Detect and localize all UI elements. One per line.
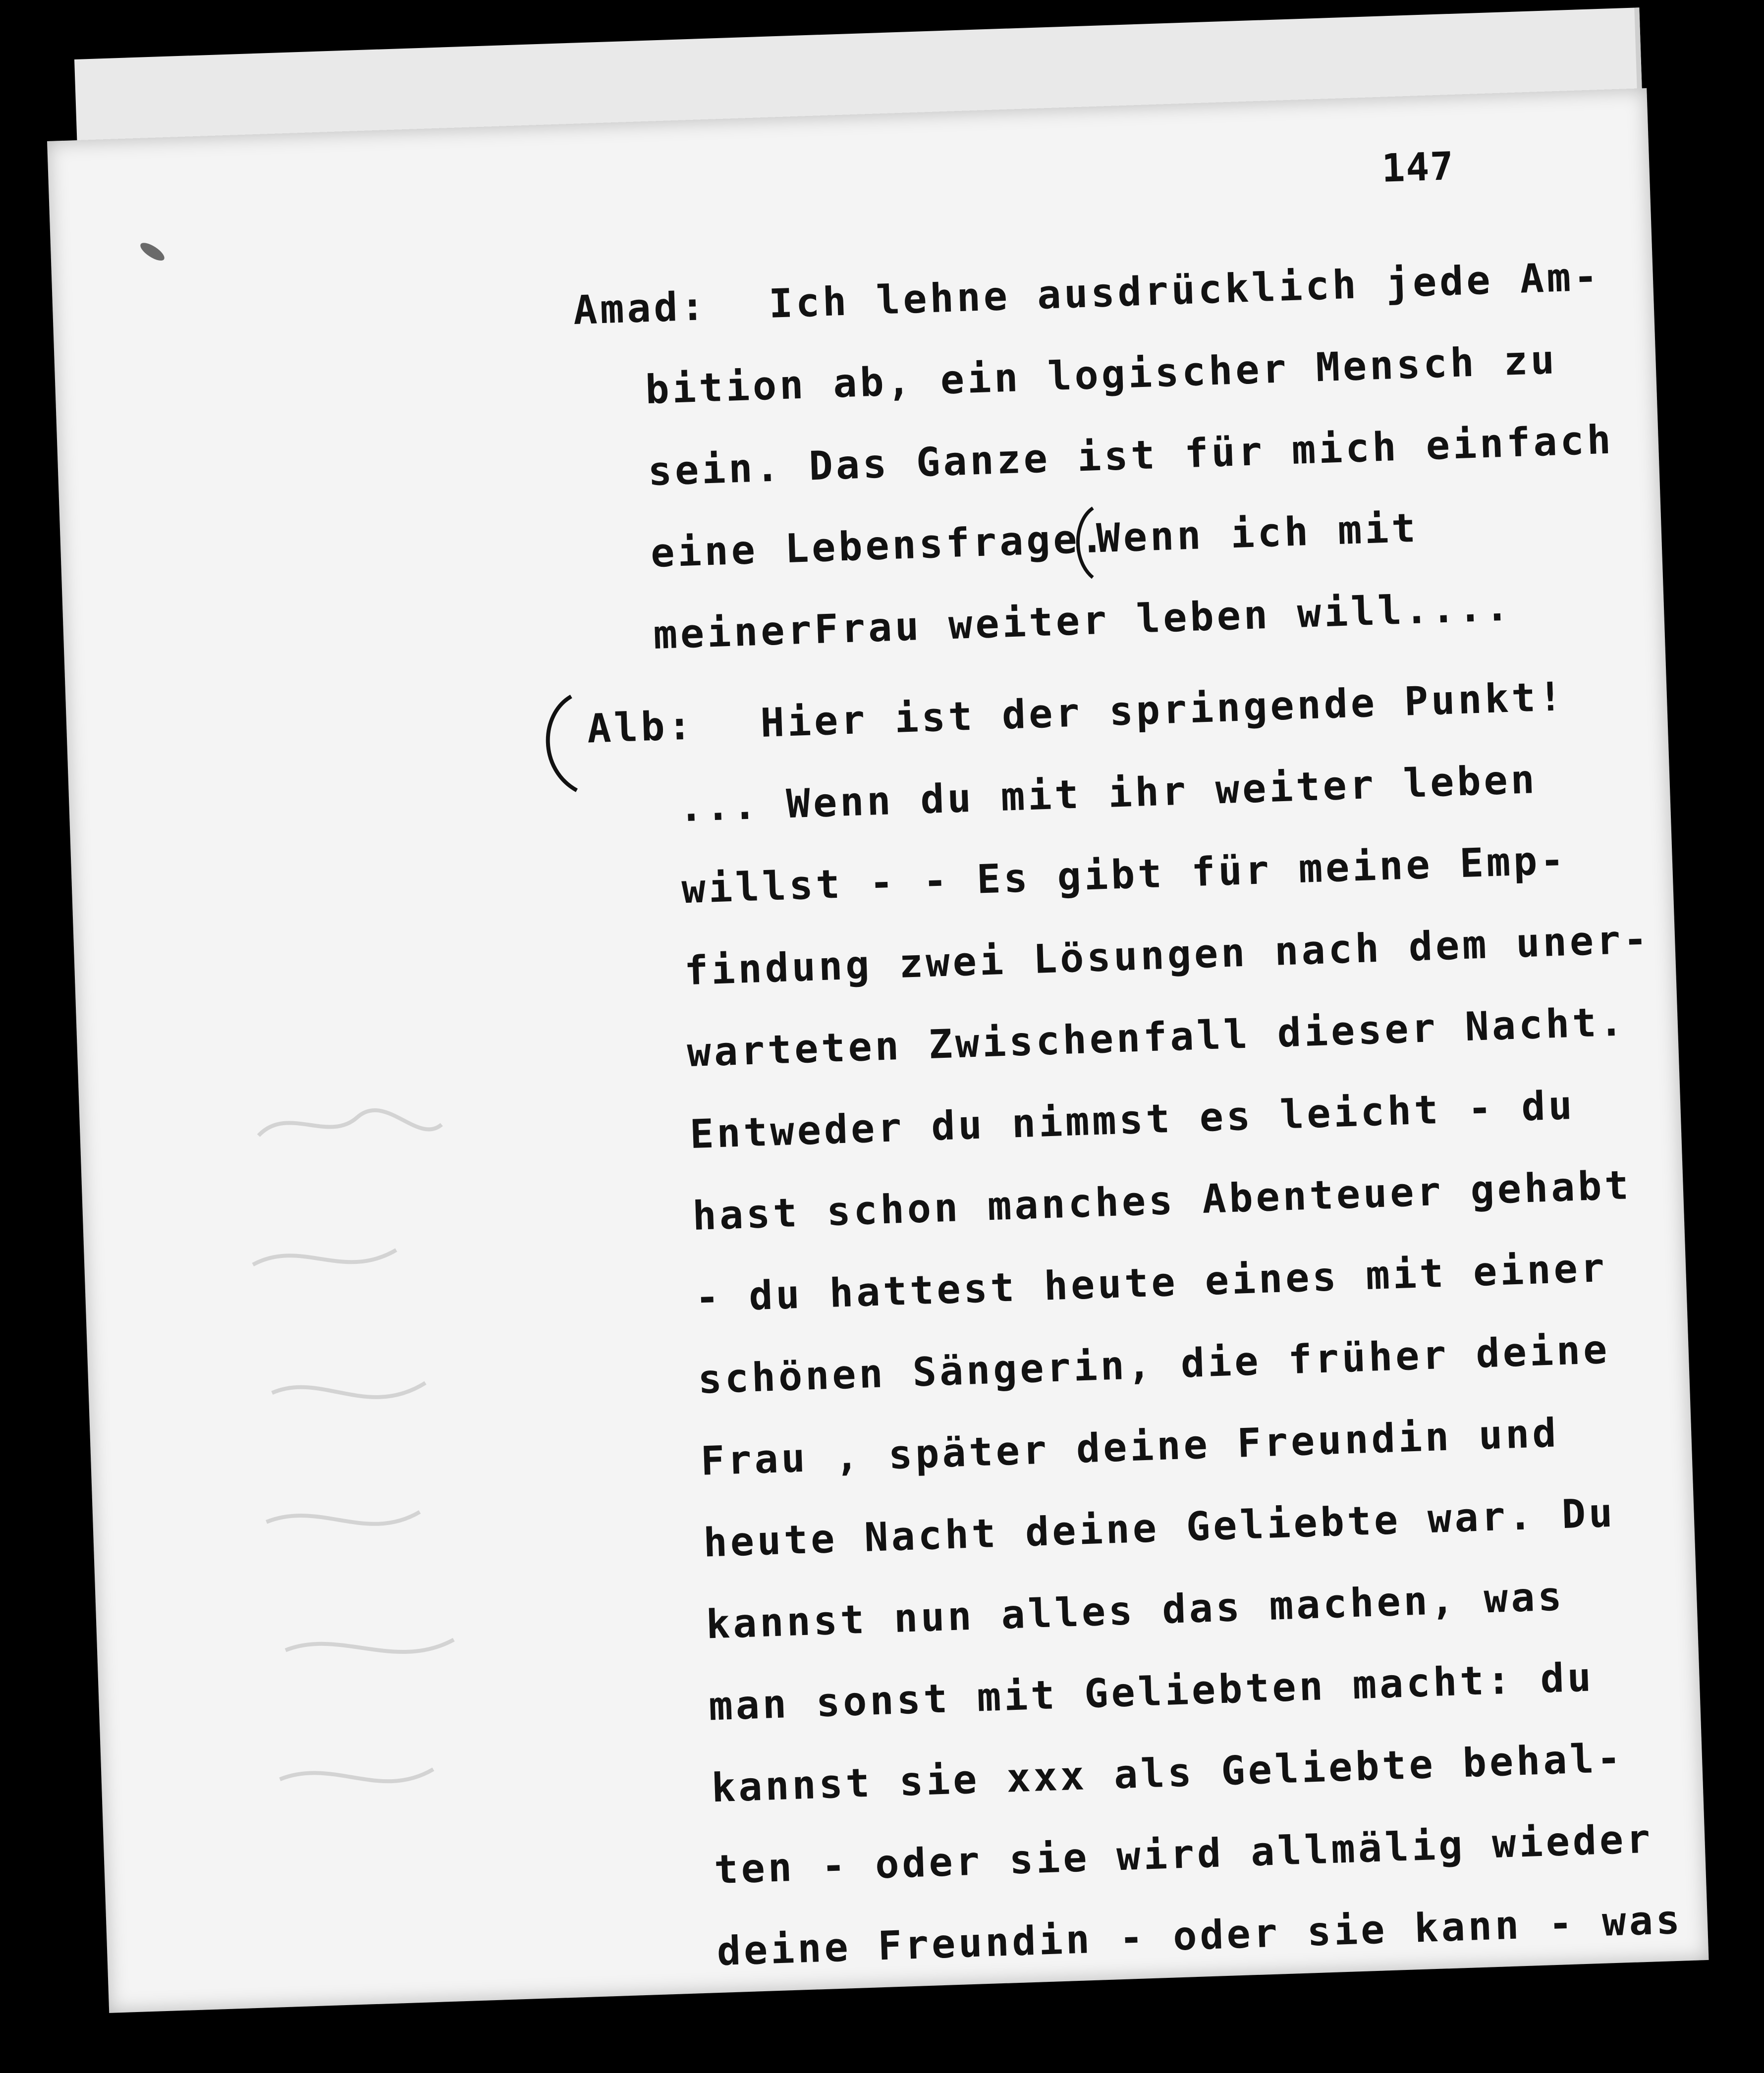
script-dialogue <box>47 88 1709 2013</box>
dialogue-line: Wenn ich mit <box>1096 504 1419 562</box>
speaker-label-amad: Amad: <box>572 283 709 333</box>
dialogue-line: eine Lebensfrage. <box>650 515 1108 577</box>
dialogue-line: Entweder du nimmst es leicht - du <box>689 1082 1576 1158</box>
dialogue-line: schönen Sängerin, die früher deine <box>697 1326 1611 1403</box>
dialogue-line: sein. Das Ganze ist für mich einfach <box>647 416 1615 495</box>
dialogue-line: willst - - Es gibt für meine Emp- <box>681 837 1568 913</box>
dialogue-line: heute Nacht deine Geliebte war. Du <box>702 1489 1616 1566</box>
dialogue-line: kannst sie xxx als Geliebte behal- <box>711 1735 1625 1811</box>
dialogue-line: man sonst mit Geliebten macht: du <box>708 1654 1595 1730</box>
dialogue-line: Frau , später deine Freundin und <box>700 1410 1560 1484</box>
dialogue-line: ten - oder sie wird allmälig wieder <box>713 1815 1654 1893</box>
dialogue-line: deine Freundin - oder sie kann - was <box>716 1896 1684 1975</box>
dialogue-line: kannst nun alles das machen, was <box>705 1573 1565 1648</box>
typewritten-page <box>47 88 1709 2013</box>
dialogue-line: bition ab, ein logischer Mensch zu <box>644 336 1558 413</box>
handwritten-bracket <box>532 694 580 794</box>
dialogue-line: - du hattest heute eines mit einer <box>694 1244 1608 1321</box>
dialogue-line: Ich lehne ausdrücklich jede Am- <box>768 253 1601 327</box>
dialogue-line: warteten Zwischenfall dieser Nacht. <box>686 998 1627 1076</box>
dialogue-line: ... Wenn du mit ihr weiter leben <box>678 756 1539 831</box>
dialogue-line: findung zwei Lösungen nach dem uner- <box>683 916 1651 994</box>
page-number: 147 <box>1380 144 1455 191</box>
dialogue-line: meinerFrau weiter leben will.... <box>653 583 1513 658</box>
dialogue-line: hast schon manches Abenteuer gehabt <box>692 1162 1632 1239</box>
dialogue-line: Hier ist der springende Punkt! <box>760 673 1566 746</box>
speaker-label-alb: Alb: <box>586 702 696 752</box>
